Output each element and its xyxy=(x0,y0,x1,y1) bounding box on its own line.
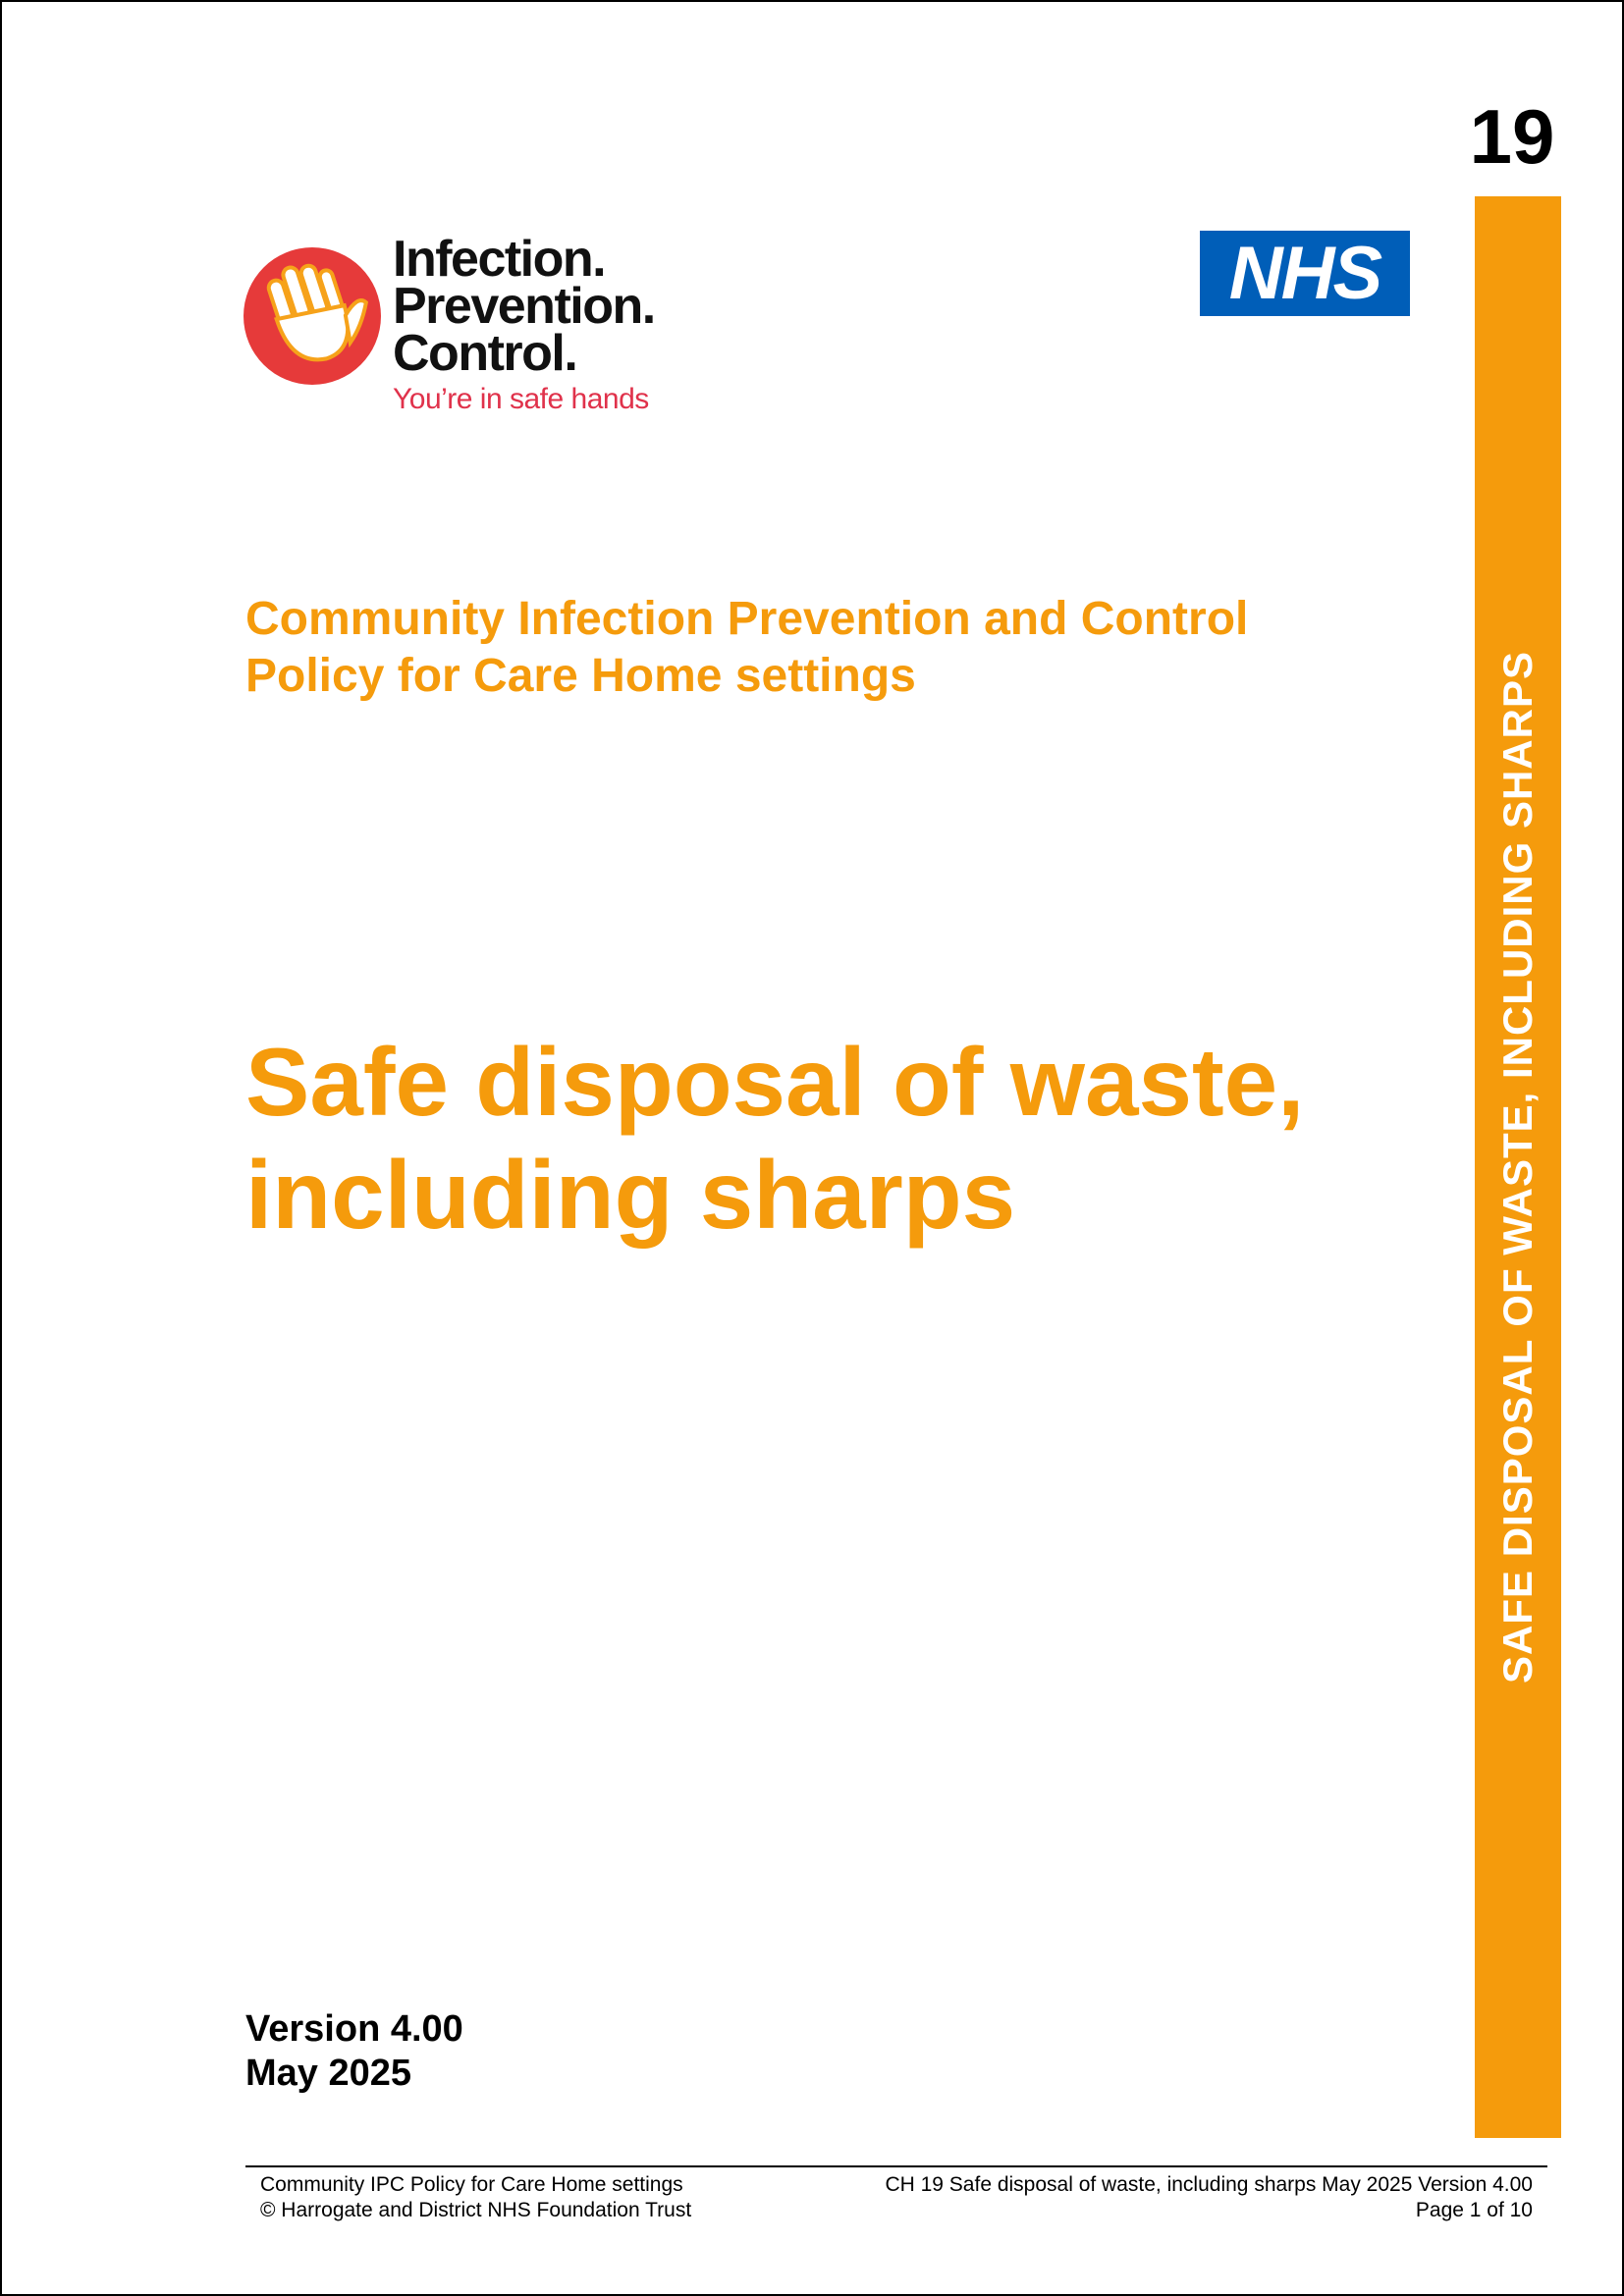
policy-title-line: Community Infection Prevention and Control xyxy=(245,593,1249,645)
nhs-logo: NHS xyxy=(1200,231,1410,316)
main-title-line: including sharps xyxy=(245,1141,1016,1249)
ipc-logo xyxy=(244,231,685,432)
version-label: Version 4.00 xyxy=(245,2008,463,2050)
main-title-line: Safe disposal of waste, xyxy=(245,1028,1305,1136)
footer-policy-name: Community IPC Policy for Care Home settings xyxy=(260,2173,683,2196)
ipc-tagline: You’re in safe hands xyxy=(393,383,649,415)
footer-right xyxy=(885,2172,1533,2223)
ipc-wordmark-line: Infection. xyxy=(393,231,606,288)
version-date: May 2025 xyxy=(245,2053,412,2094)
main-title xyxy=(245,1026,1463,1252)
policy-title xyxy=(245,591,1424,705)
ipc-wordmark xyxy=(393,231,655,416)
policy-title-line: Policy for Care Home settings xyxy=(245,650,916,702)
ipc-wordmark-line: Prevention. xyxy=(393,278,655,335)
side-band-text: SAFE DISPOSAL OF WASTE, INCLUDING SHARPS xyxy=(1494,651,1541,1683)
footer-rule xyxy=(245,2165,1547,2167)
footer-document-ref: CH 19 Safe disposal of waste, including sharps May 2025 Version 4.00 xyxy=(885,2173,1533,2196)
hand-icon xyxy=(244,247,381,385)
chapter-number: 19 xyxy=(1469,93,1555,180)
ipc-wordmark-line: Control. xyxy=(393,325,577,382)
footer-copyright: © Harrogate and District NHS Foundation Trust xyxy=(260,2199,692,2221)
footer-page-number: Page 1 of 10 xyxy=(1415,2199,1533,2221)
version-block xyxy=(245,2007,463,2096)
footer-left xyxy=(260,2172,691,2223)
side-band xyxy=(1475,196,1561,2138)
